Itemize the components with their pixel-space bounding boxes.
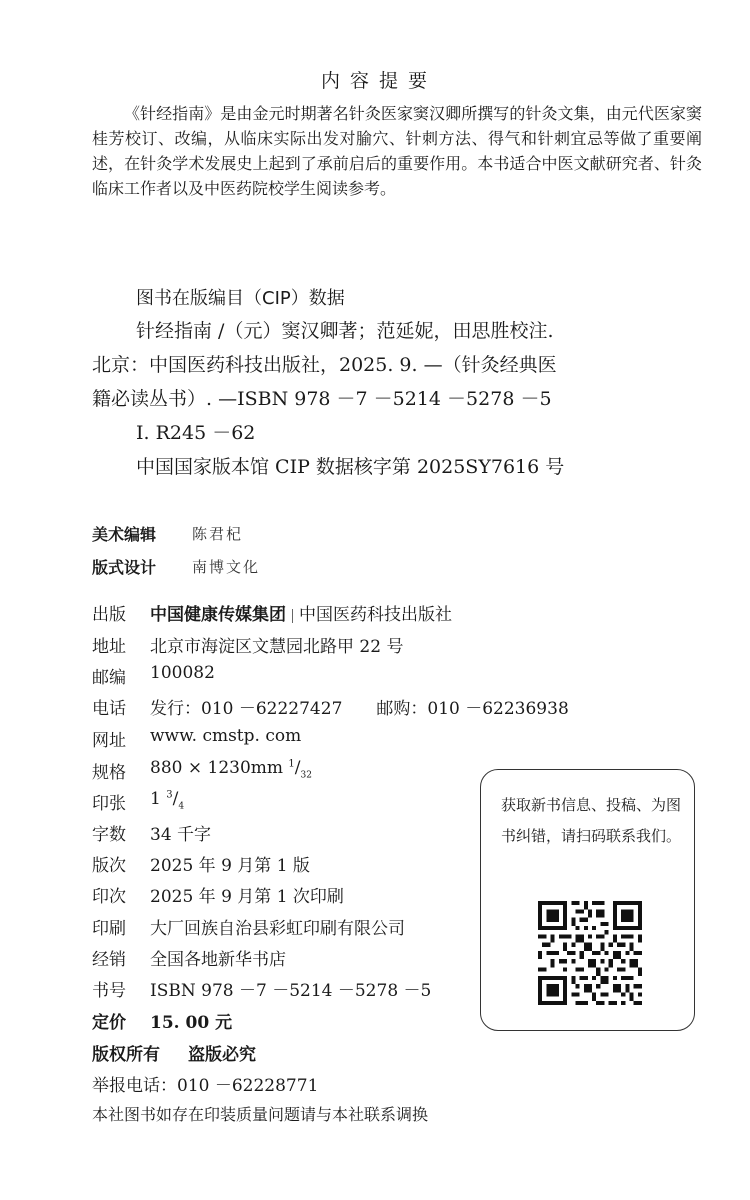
publisher-name: 中国医药科技出版社 <box>299 605 452 625</box>
format-fraction-numerator: 1 <box>288 758 295 770</box>
phone-label: 电话 <box>92 699 126 719</box>
address-value: 北京市海淀区文慧园北路甲 22 号 <box>150 637 404 657</box>
phone-value: 发行：010 －62227427 邮购：010 －62236938 <box>150 699 569 719</box>
format-size: 880 × 1230mm <box>150 758 284 778</box>
printing-label: 印次 <box>92 887 126 907</box>
edition-value: 2025 年 9 月第 1 版 <box>150 856 310 876</box>
art-editor-value: 陈君杞 <box>192 525 244 543</box>
printer-value: 大厂回族自治县彩虹印刷有限公司 <box>150 919 405 939</box>
edition-label: 版次 <box>92 856 126 876</box>
qr-code[interactable] <box>538 901 642 1005</box>
isbn-label: 书号 <box>92 981 126 1001</box>
word-count-value: 34 千字 <box>150 825 212 845</box>
price-value: 15. 00 元 <box>150 1013 233 1033</box>
sheets-fraction-denominator: 4 <box>178 801 185 812</box>
sheets-value: 1 $^3/_4$ <box>150 789 185 812</box>
publisher-group: 中国健康传媒集团 <box>150 605 286 625</box>
format-fraction-denominator: 32 <box>300 770 312 781</box>
summary-body: 《针经指南》是由金元时期著名针灸医家窦汉卿所撰写的针灸文集，由元代医家窦桂芳校订、改编，从临床实际出发对腧穴、针刺方法、得气和针刺宜忌等做了重要阐述，在针灸学术发展史上起到了承前启后的重要作用。本书适合中医文献研究者、针灸临床工作者以及中医药院校学生阅读参考。 <box>92 104 702 198</box>
layout-design-value: 南博文化 <box>192 558 261 576</box>
layout-design-label: 版式设计 <box>92 558 157 577</box>
printer-label: 印刷 <box>92 919 126 939</box>
cip-line-5: 中国国家版本馆 CIP 数据核字第 2025SY7616 号 <box>136 456 565 478</box>
sheets-fraction-numerator: 3 <box>166 789 173 801</box>
report-phone: 举报电话：010 －62228771 <box>92 1076 319 1096</box>
postcode-value: 100082 <box>150 663 215 683</box>
price-label: 定价 <box>92 1013 126 1033</box>
format-value: 880 × 1230mm $^1/_{32}$ <box>150 758 312 781</box>
publisher-value <box>150 600 452 625</box>
distributor-label: 经销 <box>92 950 126 970</box>
publisher-divider <box>292 609 293 623</box>
website-value: www. cmstp. com <box>150 726 302 746</box>
qr-info-box <box>480 769 695 1031</box>
cip-line-2: 北京：中国医药科技出版社，2025. 9. —（针灸经典医 <box>92 354 557 376</box>
isbn-value: ISBN 978 －7 －5214 －5278 －5 <box>150 981 432 1001</box>
cip-line-3: 籍必读丛书）. —ISBN 978 －7 －5214 －5278 －5 <box>92 388 552 410</box>
rights-value: 盗版必究 <box>188 1045 256 1065</box>
quality-note: 本社图书如存在印装质量问题请与本社联系调换 <box>92 1105 429 1124</box>
qr-info-text: 获取新书信息、投稿、为图书纠错，请扫码联系我们。 <box>501 796 682 845</box>
website-label: 网址 <box>92 731 126 751</box>
cip-title: 图书在版编目（CIP）数据 <box>136 288 345 309</box>
address-label: 地址 <box>92 637 126 657</box>
summary-title: 内 容 提 要 <box>320 70 430 92</box>
postcode-label: 邮编 <box>92 668 126 688</box>
cip-line-1: 针经指南 /（元）窦汉卿著；范延妮，田思胜校注. <box>136 320 554 342</box>
publisher-label: 出版 <box>92 605 126 625</box>
art-editor-label: 美术编辑 <box>92 525 157 544</box>
sheets-label: 印张 <box>92 794 126 814</box>
printing-value: 2025 年 9 月第 1 次印刷 <box>150 887 344 907</box>
rights-label: 版权所有 <box>92 1045 160 1065</box>
distributor-value: 全国各地新华书店 <box>150 950 286 970</box>
cip-line-4: Ⅰ. R245 －62 <box>136 422 256 444</box>
sheets-whole: 1 <box>150 789 161 809</box>
format-label: 规格 <box>92 763 126 783</box>
word-count-label: 字数 <box>92 825 126 845</box>
